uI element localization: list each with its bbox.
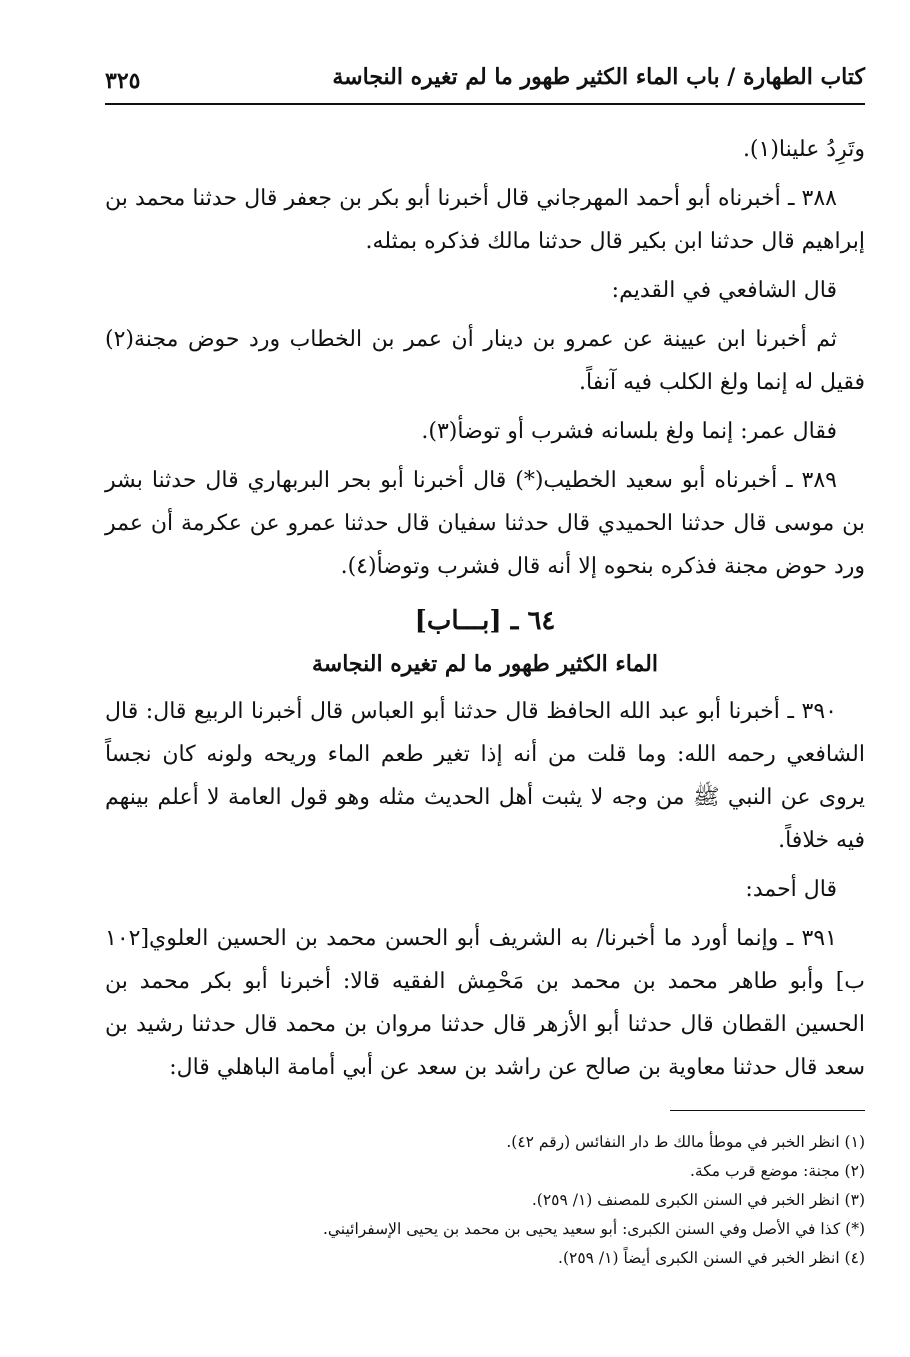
footnote-4: (٤) انظر الخبر في السنن الكبرى أيضاً (١/ ٢٥٩). xyxy=(558,1249,865,1267)
section-number: ٦٤ ـ [بـــاب] xyxy=(414,606,556,636)
hadith-389: ٣٨٩ ـ أخبرناه أبو سعيد الخطيب(*) قال أخبرنا أبو بحر البربهاري قال حدثنا بشر بن موسى قال حدثنا الحميدي قال حدثنا سفيان قال حدثنا عمرو عن عكرمة أن عمر ورد حوض مجنة فذكره بنحوه إلا أنه قال فشرب وتوضأ(٤). xyxy=(105,468,865,579)
hadith-391: ٣٩١ ـ وإنما أورد ما أخبرنا/ به الشريف أبو الحسن محمد بن الحسين العلوي[١٠٢ ب] وأبو طاهر محمد بن محمد بن مَحْمِش الفقيه قالا: أخبرنا أبو بكر محمد بن الحسين القطان قال حدثنا أبو الأزهر قال حدثنا مروان بن محمد قال حدثنا رشيد بن سعد قال حدثنا معاوية بن صالح عن راشد بن سعد عن أبي أمامة الباهلي قال: xyxy=(105,926,865,1080)
footnote-1: (١) انظر الخبر في موطأ مالك ط دار النفائس (رقم ٤٢). xyxy=(506,1133,865,1151)
running-header xyxy=(105,58,865,105)
page-number: ٣٢٥ xyxy=(105,68,141,94)
section-heading xyxy=(105,598,865,684)
omar-reply: فقال عمر: إنما ولغ بلسانه فشرب أو توضأ(٣). xyxy=(421,419,837,444)
main-text xyxy=(105,128,865,1095)
footnote-divider xyxy=(670,1110,865,1111)
ahmad-line: قال أحمد: xyxy=(745,877,837,902)
ibn-uyayna-paragraph: ثم أخبرنا ابن عيينة عن عمرو بن دينار أن عمر بن الخطاب ورد حوض مجنة(٢) فقيل له إنما ولغ الكلب فيه آنفاً. xyxy=(105,327,865,395)
section-title: الماء الكثير طهور ما لم تغيره النجاسة xyxy=(311,651,659,677)
header-title: كتاب الطهارة / باب الماء الكثير طهور ما لم تغيره النجاسة xyxy=(332,64,865,90)
footnote-2: (٢) مجنة: موضع قرب مكة. xyxy=(689,1162,865,1180)
footnotes xyxy=(105,1128,865,1273)
hadith-390: ٣٩٠ ـ أخبرنا أبو عبد الله الحافظ قال حدثنا أبو العباس قال أخبرنا الربيع قال: قال الشافعي رحمه الله: وما قلت من أنه إذا تغير طعم الماء وريحه ولونه كان نجساً يروى عن النبي ﷺ من وجه لا يثبت أهل الحديث مثله وهو قول العامة لا أعلم بينهم فيه خلافاً. xyxy=(105,699,865,853)
intro-line: وتَرِدُ علينا(١). xyxy=(742,137,865,162)
footnote-3: (٣) انظر الخبر في السنن الكبرى للمصنف (١/ ٢٥٩). xyxy=(531,1191,865,1209)
footnote-star: (*) كذا في الأصل وفي السنن الكبرى: أبو سعيد يحيى بن محمد بن يحيى الإسفرائيني. xyxy=(322,1220,865,1238)
hadith-388: ٣٨٨ ـ أخبرناه أبو أحمد المهرجاني قال أخبرنا أبو بكر بن جعفر قال حدثنا محمد بن إبراهيم قال حدثنا ابن بكير قال حدثنا مالك فذكره بمثله. xyxy=(105,186,865,254)
shafii-qadim-line: قال الشافعي في القديم: xyxy=(611,278,837,303)
